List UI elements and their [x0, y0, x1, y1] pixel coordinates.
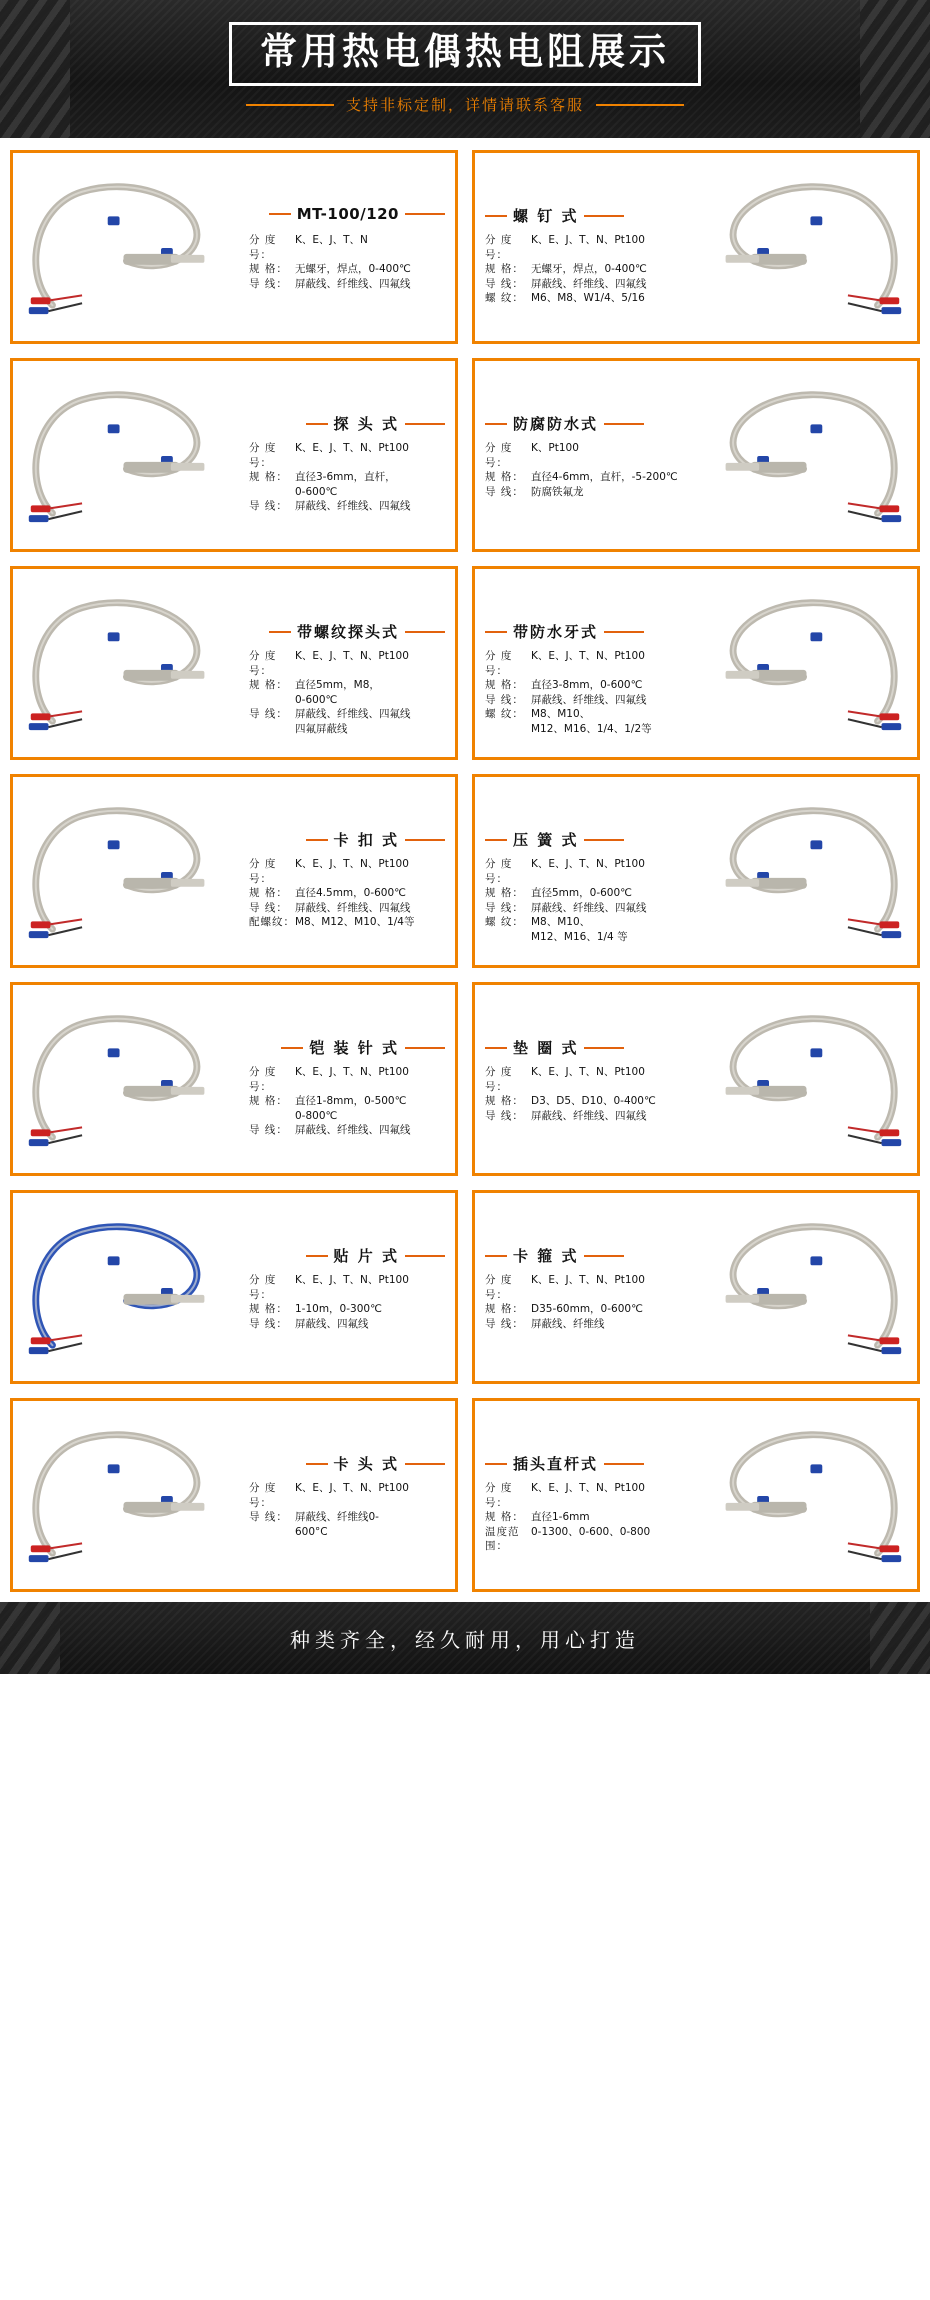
- spec-row: [249, 1302, 445, 1317]
- spec-label: 导 线：: [249, 901, 288, 914]
- spec-value: D35-60mm，0-600℃: [531, 1303, 643, 1315]
- spec-value: 屏蔽线、纤维线: [531, 1317, 605, 1330]
- product-specs: [249, 1481, 445, 1539]
- spec-row: [249, 722, 445, 737]
- footer-stripe-right: [870, 1602, 930, 1674]
- spec-row: [249, 277, 445, 292]
- spec-row: [249, 693, 445, 708]
- product-name: 带螺纹探头式: [296, 623, 399, 641]
- spec-row: [485, 1273, 681, 1302]
- product-specs: [485, 1481, 681, 1554]
- spec-label: 螺 纹：: [485, 916, 524, 928]
- spec-row: [249, 485, 445, 500]
- spec-row: [249, 915, 445, 930]
- name-rule-right: [405, 631, 445, 633]
- spec-row: [485, 857, 681, 886]
- spec-row: [485, 485, 681, 500]
- product-card[interactable]: [472, 1398, 920, 1592]
- spec-value: K、E、J、T、N、Pt100: [295, 1066, 409, 1078]
- product-card[interactable]: [10, 358, 458, 552]
- spec-value: M12、M16、1/4 等: [531, 930, 628, 943]
- spec-row: [249, 678, 445, 693]
- spec-label: 规 格：: [249, 887, 288, 899]
- spec-row: [485, 707, 681, 722]
- spec-label: 分 度 号：: [485, 234, 513, 261]
- product-specs: [249, 441, 445, 514]
- footer-stripe-left: [0, 1602, 60, 1674]
- spec-row: [249, 1317, 445, 1332]
- spec-label-spacer: [249, 722, 295, 737]
- spec-label: 导 线：: [485, 693, 524, 706]
- spec-value: K、E、J、T、N、Pt100: [295, 858, 409, 870]
- product-card[interactable]: [472, 1190, 920, 1384]
- product-name-plate: [306, 413, 445, 434]
- product-name-plate: [269, 205, 445, 223]
- name-rule-left: [281, 1047, 303, 1049]
- spec-value: K、E、J、T、N、Pt100: [531, 1274, 645, 1286]
- name-rule-right: [604, 1463, 644, 1465]
- spec-value: 直径5mm，M8，: [295, 679, 380, 691]
- product-specs: [485, 857, 681, 944]
- product-grid: [0, 138, 930, 1602]
- name-rule-left: [269, 631, 291, 633]
- spec-value: K、E、J、T、N、Pt100: [295, 1482, 409, 1494]
- spec-label-spacer: [249, 485, 295, 500]
- name-rule-right: [405, 1463, 445, 1465]
- spec-label: 分 度 号：: [485, 442, 513, 469]
- spec-row: [485, 886, 681, 901]
- spec-row: [249, 1481, 445, 1510]
- spec-value: 屏蔽线、纤维线、四氟线: [295, 1124, 411, 1136]
- product-card[interactable]: [10, 566, 458, 760]
- spec-row: [249, 262, 445, 277]
- name-rule-left: [306, 1463, 328, 1465]
- product-card[interactable]: [472, 982, 920, 1176]
- product-card-inner: [13, 777, 455, 965]
- spec-label: 导 线：: [485, 1317, 524, 1330]
- spec-label: 分 度 号：: [249, 650, 277, 677]
- header-stripe-left: [0, 0, 70, 138]
- product-name-plate: [485, 829, 624, 850]
- product-card[interactable]: [10, 1398, 458, 1592]
- spec-row: [485, 1317, 681, 1332]
- spec-label: 规 格：: [249, 1303, 288, 1315]
- product-name: 卡 头 式: [333, 1455, 399, 1473]
- spec-value: K、E、J、T、N、Pt100: [531, 1482, 645, 1494]
- product-name-plate: [269, 621, 445, 642]
- name-rule-right: [584, 1255, 624, 1257]
- spec-value: 0-600℃: [295, 693, 338, 706]
- product-card-inner: [475, 153, 917, 341]
- product-specs: [249, 233, 445, 291]
- spec-row: [249, 1273, 445, 1302]
- spec-row: [485, 1525, 681, 1554]
- spec-value: 屏蔽线、纤维线、四氟线: [295, 277, 411, 290]
- name-rule-left: [485, 215, 507, 217]
- name-rule-right: [584, 1047, 624, 1049]
- spec-value: 屏蔽线、纤维线0-: [295, 1511, 379, 1523]
- footer-slogan: 种类齐全，经久耐用，用心打造: [290, 1627, 640, 1652]
- name-rule-right: [584, 839, 624, 841]
- spec-value: M8、M12、M10、1/4等: [295, 916, 415, 928]
- spec-label-spacer: [249, 693, 295, 708]
- page-subtitle: 支持非标定制，详情请联系客服: [345, 96, 585, 114]
- product-name-plate: [306, 829, 445, 850]
- spec-label: 导 线：: [249, 1317, 288, 1330]
- product-name: 铠 装 针 式: [309, 1039, 399, 1057]
- spec-value: 屏蔽线、纤维线、四氟线: [531, 1109, 647, 1122]
- name-rule-left: [306, 839, 328, 841]
- spec-value: K、E、J、T、N、Pt100: [531, 650, 645, 662]
- product-card[interactable]: [10, 150, 458, 344]
- spec-value: 屏蔽线、四氟线: [295, 1317, 369, 1330]
- product-name: 插头直杆式: [513, 1455, 599, 1473]
- spec-value: K、E、J、T、N、Pt100: [295, 442, 409, 454]
- spec-label: 螺 纹：: [485, 292, 524, 304]
- spec-row: [249, 707, 445, 722]
- spec-value: M8、M10、: [531, 916, 591, 928]
- product-card-inner: [13, 361, 455, 549]
- product-name: 卡 扣 式: [333, 831, 399, 849]
- spec-row: [249, 1525, 445, 1540]
- spec-label: 导 线：: [249, 708, 288, 720]
- spec-row: [485, 722, 681, 737]
- spec-row: [485, 1094, 681, 1109]
- spec-value: K、E、J、T、N、Pt100: [295, 1274, 409, 1286]
- spec-label: 分 度 号：: [485, 1066, 513, 1093]
- name-rule-left: [485, 839, 507, 841]
- spec-row: [485, 1302, 681, 1317]
- spec-value: 直径4-6mm，直杆，-5-200℃: [531, 471, 678, 483]
- spec-row: [249, 1123, 445, 1138]
- header-stripe-right: [860, 0, 930, 138]
- spec-label: 规 格：: [485, 1511, 524, 1523]
- spec-label: 规 格：: [249, 471, 288, 483]
- spec-label: 导 线：: [485, 901, 524, 914]
- product-name: 垫 圈 式: [513, 1039, 579, 1057]
- spec-label-spacer: [249, 1109, 295, 1124]
- product-card-inner: [475, 1193, 917, 1381]
- subtitle-wrap: [246, 94, 684, 115]
- product-name: 贴 片 式: [333, 1247, 399, 1265]
- product-specs: [485, 441, 681, 499]
- spec-value: M12、M16、1/4、1/2等: [531, 722, 652, 735]
- name-rule-right: [584, 215, 624, 217]
- spec-label: 导 线：: [485, 485, 524, 498]
- spec-row: [485, 901, 681, 916]
- spec-label: 规 格：: [485, 471, 524, 483]
- product-card-inner: [13, 569, 455, 757]
- name-rule-left: [306, 423, 328, 425]
- spec-row: [249, 649, 445, 678]
- spec-label: 导 线：: [485, 1109, 524, 1122]
- spec-row: [485, 277, 681, 292]
- spec-row: [249, 857, 445, 886]
- product-specs: [249, 649, 445, 736]
- subtitle-rule-left: [246, 104, 334, 106]
- spec-label: 规 格：: [249, 1095, 288, 1107]
- spec-value: K、Pt100: [531, 442, 579, 454]
- spec-value: M8、M10、: [531, 708, 591, 720]
- product-name-plate: [485, 205, 624, 226]
- product-name-plate: [485, 621, 644, 642]
- spec-row: [485, 233, 681, 262]
- name-rule-right: [405, 423, 445, 425]
- spec-label: 规 格：: [485, 1303, 524, 1315]
- spec-value: K、E、J、T、N、Pt100: [531, 858, 645, 870]
- spec-row: [485, 1481, 681, 1510]
- name-rule-right: [405, 213, 445, 215]
- product-name: 压 簧 式: [513, 831, 579, 849]
- spec-row: [485, 470, 681, 485]
- product-name-plate: [485, 413, 644, 434]
- spec-label: 规 格：: [485, 1095, 524, 1107]
- product-name-plate: [306, 1453, 445, 1474]
- spec-value: 屏蔽线、纤维线、四氟线: [295, 901, 411, 914]
- spec-label-spacer: [249, 1525, 295, 1540]
- title-box: [229, 22, 701, 86]
- spec-row: [485, 915, 681, 930]
- spec-row: [485, 1065, 681, 1094]
- spec-row: [249, 1065, 445, 1094]
- spec-value: 直径1-8mm，0-500℃: [295, 1095, 407, 1107]
- spec-label-spacer: [485, 930, 531, 945]
- spec-label: 规 格：: [485, 887, 524, 899]
- product-card[interactable]: [472, 150, 920, 344]
- product-name: 带防水牙式: [513, 623, 599, 641]
- product-name-plate: [281, 1037, 445, 1058]
- spec-value: 直径1-6mm: [531, 1511, 590, 1523]
- spec-value: D3、D5、D10、0-400℃: [531, 1095, 656, 1107]
- spec-value: K、E、J、T、N: [295, 234, 368, 246]
- product-card[interactable]: [10, 774, 458, 968]
- spec-label: 规 格：: [485, 679, 524, 691]
- spec-label: 分 度 号：: [485, 858, 513, 885]
- product-name: 探 头 式: [333, 415, 399, 433]
- name-rule-left: [485, 1255, 507, 1257]
- product-card-inner: [475, 569, 917, 757]
- spec-row: [485, 678, 681, 693]
- spec-label: 分 度 号：: [249, 1274, 277, 1301]
- spec-label: 规 格：: [485, 263, 524, 275]
- spec-label: 温度范围：: [485, 1525, 520, 1552]
- spec-label-spacer: [485, 722, 531, 737]
- product-name: 防腐防水式: [513, 415, 599, 433]
- spec-value: 直径5mm，0-600℃: [531, 887, 632, 899]
- name-rule-left: [485, 423, 507, 425]
- spec-value: K、E、J、T、N、Pt100: [531, 234, 645, 246]
- product-name-plate: [485, 1453, 644, 1474]
- name-rule-right: [405, 1255, 445, 1257]
- spec-row: [249, 1510, 445, 1525]
- product-card-inner: [475, 1401, 917, 1589]
- spec-value: 0-800℃: [295, 1109, 338, 1122]
- name-rule-left: [269, 213, 291, 215]
- spec-row: [249, 1109, 445, 1124]
- name-rule-right: [604, 423, 644, 425]
- spec-label: 导 线：: [249, 500, 288, 512]
- spec-label: 导 线：: [485, 277, 524, 290]
- product-card-inner: [475, 985, 917, 1173]
- spec-row: [485, 1510, 681, 1525]
- spec-row: [249, 470, 445, 485]
- spec-value: 0-1300、0-600、0-800: [531, 1525, 651, 1538]
- product-card-inner: [475, 361, 917, 549]
- product-card[interactable]: [10, 982, 458, 1176]
- spec-value: K、E、J、T、N、Pt100: [295, 650, 409, 662]
- product-specs: [485, 649, 681, 736]
- spec-label: 螺 纹：: [485, 708, 524, 720]
- spec-label: 配螺纹：: [249, 916, 295, 928]
- product-card[interactable]: [472, 774, 920, 968]
- spec-label: 导 线：: [249, 277, 288, 290]
- name-rule-right: [604, 631, 644, 633]
- product-card-inner: [475, 777, 917, 965]
- spec-row: [485, 291, 681, 306]
- spec-value: 四氟屏蔽线: [295, 722, 348, 735]
- page-header: [0, 0, 930, 138]
- spec-label: 分 度 号：: [249, 234, 277, 261]
- spec-row: [485, 693, 681, 708]
- name-rule-left: [485, 631, 507, 633]
- spec-value: 防腐铁氟龙: [531, 485, 584, 498]
- spec-value: 屏蔽线、纤维线、四氟线: [531, 693, 647, 706]
- product-specs: [249, 1273, 445, 1331]
- product-specs: [485, 233, 681, 306]
- spec-value: K、E、J、T、N、Pt100: [531, 1066, 645, 1078]
- spec-label: 分 度 号：: [485, 650, 513, 677]
- spec-row: [485, 441, 681, 470]
- spec-value: M6、M8、W1/4、5/16: [531, 292, 645, 304]
- product-name-plate: [485, 1037, 624, 1058]
- spec-value: 无螺牙，焊点，0-400℃: [295, 263, 411, 275]
- spec-value: 0-600℃: [295, 485, 338, 498]
- spec-row: [249, 441, 445, 470]
- spec-value: 屏蔽线、纤维线、四氟线: [295, 708, 411, 720]
- product-name: MT-100/120: [296, 205, 399, 223]
- spec-label: 导 线：: [249, 1511, 288, 1523]
- product-card-inner: [13, 1401, 455, 1589]
- subtitle-rule-right: [596, 104, 684, 106]
- product-card[interactable]: [472, 566, 920, 760]
- name-rule-right: [405, 1047, 445, 1049]
- spec-value: 600°C: [295, 1525, 328, 1538]
- spec-value: 无螺牙，焊点，0-400℃: [531, 263, 647, 275]
- spec-row: [485, 1109, 681, 1124]
- spec-label: 分 度 号：: [249, 858, 277, 885]
- product-card-inner: [13, 153, 455, 341]
- spec-row: [249, 499, 445, 514]
- name-rule-left: [306, 1255, 328, 1257]
- product-card-inner: [13, 985, 455, 1173]
- page-title: 常用热电偶热电阻展示: [260, 30, 670, 73]
- spec-value: 屏蔽线、纤维线、四氟线: [531, 277, 647, 290]
- spec-row: [485, 930, 681, 945]
- spec-value: 1-10m，0-300℃: [295, 1303, 382, 1315]
- spec-value: 直径4.5mm，0-600℃: [295, 887, 406, 899]
- spec-label: 分 度 号：: [485, 1482, 513, 1509]
- spec-row: [249, 233, 445, 262]
- spec-row: [249, 1094, 445, 1109]
- spec-label: 分 度 号：: [249, 1066, 277, 1093]
- spec-label: 规 格：: [249, 263, 288, 275]
- product-card-inner: [13, 1193, 455, 1381]
- spec-row: [249, 901, 445, 916]
- product-specs: [249, 857, 445, 930]
- spec-value: 直径3-6mm，直杆，: [295, 471, 396, 483]
- spec-label: 分 度 号：: [249, 442, 277, 469]
- spec-row: [249, 886, 445, 901]
- product-name: 卡 箍 式: [513, 1247, 579, 1265]
- spec-row: [485, 262, 681, 277]
- product-specs: [249, 1065, 445, 1138]
- spec-label: 分 度 号：: [485, 1274, 513, 1301]
- product-name-plate: [485, 1245, 624, 1266]
- name-rule-right: [405, 839, 445, 841]
- spec-label: 规 格：: [249, 679, 288, 691]
- name-rule-left: [485, 1047, 507, 1049]
- product-specs: [485, 1065, 681, 1123]
- spec-row: [485, 649, 681, 678]
- product-specs: [485, 1273, 681, 1331]
- spec-label: 导 线：: [249, 1124, 288, 1136]
- spec-value: 直径3-8mm，0-600℃: [531, 679, 643, 691]
- spec-value: 屏蔽线、纤维线、四氟线: [295, 500, 411, 512]
- product-card[interactable]: [10, 1190, 458, 1384]
- name-rule-left: [485, 1463, 507, 1465]
- spec-label: 分 度 号：: [249, 1482, 277, 1509]
- product-card[interactable]: [472, 358, 920, 552]
- product-name-plate: [306, 1245, 445, 1266]
- spec-value: 屏蔽线、纤维线、四氟线: [531, 901, 647, 914]
- product-name: 螺 钉 式: [513, 207, 579, 225]
- page-footer: [0, 1602, 930, 1674]
